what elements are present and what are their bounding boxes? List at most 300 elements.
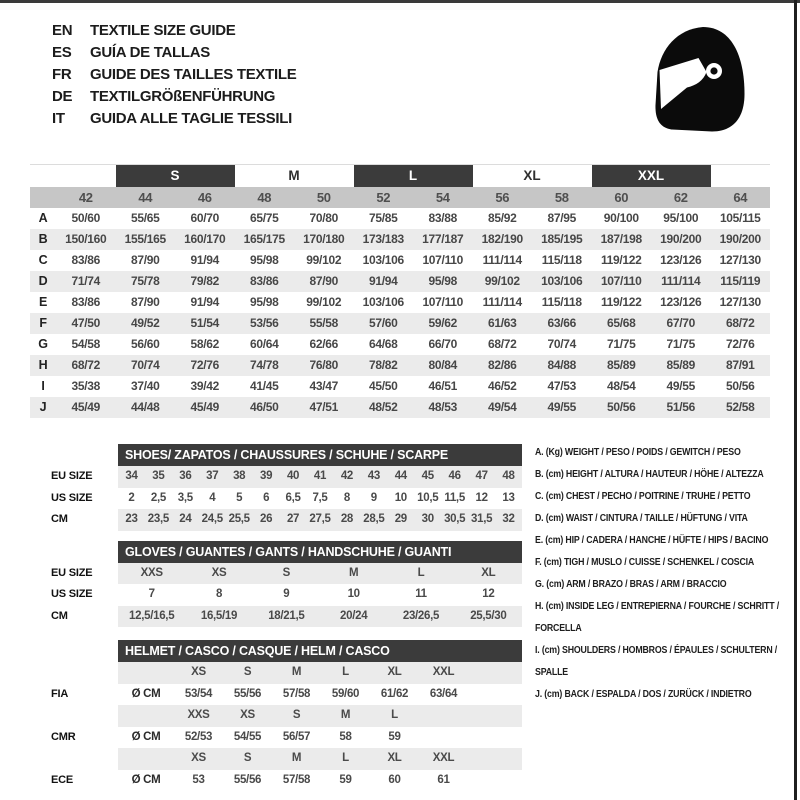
size-value: 58	[554, 190, 569, 205]
cell-value: 91/94	[368, 274, 398, 288]
language-title: GUIDE DES TAILLES TEXTILE	[90, 66, 297, 83]
cell-value: 99/102	[484, 274, 520, 288]
cell-value: 95/98	[428, 274, 458, 288]
cell-value: 23	[125, 513, 138, 525]
row-values	[118, 727, 522, 749]
row-label: CM	[51, 609, 68, 622]
row-values	[118, 705, 522, 727]
cell-value: 119/122	[600, 295, 642, 309]
legend-unit: (cm)	[546, 579, 565, 590]
cell-value: 70/74	[130, 358, 160, 372]
cell-value: 13	[502, 491, 515, 504]
legend-key: J.	[535, 689, 542, 700]
cell-value: 83/86	[71, 295, 101, 309]
language-row	[52, 42, 296, 64]
size-value: 42	[78, 190, 93, 205]
cell-value: 28	[340, 513, 354, 525]
legend-key: B.	[535, 469, 544, 480]
cell-value: 46/50	[249, 400, 279, 414]
cell-value: 37	[206, 470, 219, 482]
measurement-row	[30, 208, 770, 229]
cell-value: 53	[192, 773, 205, 786]
cell-value: 190/200	[719, 232, 761, 246]
cell-value: S	[243, 752, 252, 764]
legend-item	[535, 508, 790, 530]
cell-value: XL	[387, 666, 402, 678]
cell-value: 29	[394, 513, 407, 525]
main-table-body	[30, 208, 770, 418]
legend-list	[535, 442, 790, 706]
cell-value: XL	[387, 752, 402, 764]
cell-value: 55/58	[309, 316, 339, 330]
cell-value: 60	[388, 773, 401, 786]
row-values	[118, 748, 522, 770]
row-values	[118, 563, 522, 585]
cell-value: 107/110	[600, 274, 642, 288]
cell-value: 25,5	[228, 513, 250, 525]
cell-value: S	[282, 566, 291, 579]
cell-value: 80/84	[428, 358, 458, 372]
helmet-row	[30, 770, 522, 792]
cell-value: 173/183	[362, 232, 404, 246]
cell-value: 87/95	[547, 211, 577, 225]
cell-value: 49/54	[487, 400, 517, 414]
cell-value: 25,5/30	[470, 609, 507, 622]
row-label: EU SIZE	[51, 470, 93, 482]
cell-value: 155/165	[124, 232, 166, 246]
measurement-row	[30, 292, 770, 313]
cell-value: 4	[209, 491, 216, 504]
row-values	[118, 509, 522, 531]
cell-value: 71/75	[606, 337, 636, 351]
row-values	[118, 770, 522, 792]
cell-value: 59/60	[331, 687, 360, 700]
legend-item	[535, 684, 790, 706]
cell-value: 50/56	[606, 400, 636, 414]
cell-value: XS	[240, 709, 255, 721]
measurement-row	[30, 229, 770, 250]
cell-value: 12,5/16,5	[129, 609, 175, 622]
cell-value: 66/70	[428, 337, 458, 351]
language-title: GUIDA ALLE TAGLIE TESSILI	[90, 110, 292, 127]
cell-value: 127/130	[719, 295, 761, 309]
legend-unit: (cm)	[545, 601, 564, 612]
legend-item	[535, 596, 790, 640]
unit-label: Ø CM	[131, 687, 161, 700]
cell-value: 42	[340, 470, 354, 482]
cell-value: 123/126	[660, 295, 702, 309]
cell-value: 55/65	[130, 211, 160, 225]
cell-value: 57/60	[368, 316, 398, 330]
cell-value: 70/80	[309, 211, 339, 225]
legend-unit: (cm)	[545, 469, 564, 480]
size-value: 64	[733, 190, 748, 205]
cell-value: 68/72	[487, 337, 517, 351]
cell-value: 60/70	[190, 211, 220, 225]
legend-text: SHOULDERS / HOMBROS / ÉPAULES / SCHULTERN / SPALLE	[535, 645, 778, 678]
cell-value: 71/75	[666, 337, 696, 351]
cell-value: 8	[215, 588, 223, 600]
cell-value: 107/110	[422, 295, 464, 309]
row-letter: G	[38, 337, 48, 351]
cell-value: 39	[260, 470, 273, 482]
cell-value: S	[243, 666, 252, 678]
row-values	[118, 584, 522, 606]
cell-value: 87/90	[130, 253, 160, 267]
cell-value: 90/100	[603, 211, 639, 225]
cell-value: 63/64	[429, 687, 458, 700]
row-letter: C	[38, 253, 48, 267]
gloves-table-body	[30, 563, 522, 628]
cell-value: 75/78	[130, 274, 160, 288]
measurement-row	[30, 376, 770, 397]
size-group-row	[30, 165, 770, 187]
cell-value: 72/76	[725, 337, 755, 351]
cell-value: 177/187	[422, 232, 464, 246]
cell-value: 23,5	[147, 513, 169, 525]
cell-value: 64/68	[368, 337, 398, 351]
cell-value: 2,5	[150, 491, 166, 504]
measurement-row	[30, 397, 770, 418]
cell-value: 37/40	[130, 379, 160, 393]
cell-value: 59	[339, 773, 352, 786]
cell-value: 99/102	[306, 253, 342, 267]
cell-value: 44/48	[130, 400, 160, 414]
language-list	[52, 20, 296, 130]
cell-value: 105/115	[719, 211, 761, 225]
unit-label: Ø CM	[131, 773, 161, 786]
size-value: 56	[495, 190, 510, 205]
cell-value: 20/24	[340, 609, 368, 622]
cell-value: 74/78	[249, 358, 279, 372]
cell-value: XXL	[432, 666, 455, 678]
cell-value: 78/82	[368, 358, 398, 372]
cell-value: 47/50	[71, 316, 101, 330]
legend-key: A.	[535, 447, 544, 458]
helmet-table	[30, 640, 522, 791]
cell-value: M	[291, 752, 302, 764]
cell-value: 87/91	[725, 358, 755, 372]
legend-text: HEIGHT / ALTURA / HAUTEUR / HÖHE / ALTEZZA	[565, 469, 764, 480]
size-value: 46	[197, 190, 212, 205]
cell-value: XXS	[140, 566, 163, 579]
cell-value: 62/66	[309, 337, 339, 351]
cell-value: 111/114	[661, 274, 701, 288]
shoes-row	[30, 509, 522, 531]
cell-value: 67/70	[666, 316, 696, 330]
row-values	[118, 488, 522, 510]
cell-value: 10,5	[417, 491, 439, 504]
cell-value: 165/175	[243, 232, 285, 246]
shoes-table-body	[30, 466, 522, 531]
row-values	[118, 684, 522, 706]
textile-size-table	[30, 164, 770, 418]
row-label	[30, 705, 118, 727]
cell-value: 35	[152, 470, 165, 482]
legend-text: HIP / CADERA / HANCHE / HÜFTE / HIPS / BACINO	[565, 535, 769, 546]
cell-value: 38	[233, 470, 246, 482]
cell-value	[419, 727, 468, 749]
cell-value: 123/126	[660, 253, 702, 267]
cell-value: 7	[148, 588, 155, 600]
cell-value: 54/55	[233, 730, 262, 743]
cell-value: 24	[179, 513, 192, 525]
measurement-row	[30, 250, 770, 271]
cell-value: L	[342, 666, 349, 678]
cell-value: 61/63	[487, 316, 517, 330]
legend-text: WEIGHT / PESO / POIDS / GEWITCH / PESO	[564, 447, 741, 458]
cell-value: 52/53	[184, 730, 213, 743]
cell-value: 11	[415, 588, 427, 600]
legend-key: I.	[535, 645, 540, 656]
legend-text: WAIST / CINTURA / TAILLE / HÜFTUNG / VITA	[565, 513, 748, 524]
cell-value: 51/56	[666, 400, 696, 414]
helmet-row	[30, 748, 522, 770]
cell-value: 49/55	[666, 379, 696, 393]
legend-unit: (cm)	[545, 535, 564, 546]
cell-value: 45/49	[71, 400, 101, 414]
row-letter: D	[38, 274, 48, 288]
unit-label	[118, 705, 174, 727]
gloves-table	[30, 541, 522, 628]
cell-value: 16,5/19	[200, 609, 238, 622]
cell-value: 9	[283, 588, 290, 600]
cell-value: 46	[448, 470, 461, 482]
cell-value: 70/74	[547, 337, 577, 351]
language-code: EN	[52, 22, 73, 39]
cell-value: XXS	[187, 709, 210, 721]
size-group-m: M	[288, 168, 300, 183]
row-label: CMR	[51, 730, 76, 743]
cell-value: 111/114	[482, 295, 522, 309]
cell-value: 48/52	[368, 400, 398, 414]
language-row	[52, 20, 296, 42]
row-label: CM	[51, 513, 68, 525]
cell-value: 71/74	[71, 274, 101, 288]
cell-value: 115/119	[720, 274, 761, 288]
cell-value: 52/58	[725, 400, 755, 414]
cell-value: 35/38	[71, 379, 101, 393]
language-code: IT	[52, 110, 65, 127]
cell-value: 45	[421, 470, 434, 482]
measurement-row	[30, 313, 770, 334]
cell-value: 190/200	[660, 232, 702, 246]
cell-value: 46/52	[487, 379, 517, 393]
cell-value: 23/26,5	[402, 609, 440, 622]
legend-item	[535, 640, 790, 684]
cell-value: 59	[388, 730, 401, 743]
legend-text: TIGH / MUSLO / CUISSE / SCHENKEL / COSCIA	[563, 557, 755, 568]
measurement-row	[30, 334, 770, 355]
cell-value: 170/180	[303, 232, 345, 246]
legend-item	[535, 574, 790, 596]
cell-value: 8	[343, 491, 350, 504]
helmet-table-title: HELMET / CASCO / CASQUE / HELM / CASCO	[118, 640, 522, 662]
shoes-table	[30, 444, 522, 531]
cell-value: 115/118	[541, 253, 582, 267]
row-letter: H	[38, 358, 48, 372]
cell-value: 55/56	[233, 773, 262, 786]
cell-value: 11,5	[444, 491, 465, 504]
cell-value: 6,5	[285, 491, 301, 504]
language-row	[52, 86, 296, 108]
cell-value: 12	[482, 588, 495, 600]
cell-value: 72/76	[190, 358, 220, 372]
row-label: ECE	[51, 773, 74, 786]
cell-value: 103/106	[362, 295, 404, 309]
row-label	[30, 748, 118, 770]
shoes-row	[30, 466, 522, 488]
helmet-row	[30, 705, 522, 727]
size-value: 62	[673, 190, 688, 205]
size-band-row	[30, 187, 770, 208]
cell-value: 12	[475, 491, 488, 504]
cell-value: 111/114	[482, 253, 522, 267]
cell-value: 119/122	[600, 253, 642, 267]
cell-value: XXL	[432, 752, 455, 764]
row-label: FIA	[51, 687, 69, 700]
cell-value: 61/62	[380, 687, 409, 700]
cell-value: 48/54	[606, 379, 636, 393]
cell-value: 39/42	[190, 379, 220, 393]
cell-value: 82/86	[487, 358, 517, 372]
cell-value: 43	[367, 470, 380, 482]
cell-value: 95/98	[249, 253, 279, 267]
legend-key: E.	[535, 535, 543, 546]
language-title: GUÍA DE TALLAS	[90, 44, 210, 61]
cell-value: 27,5	[309, 513, 331, 525]
cell-value: S	[292, 709, 301, 721]
cell-value: 127/130	[719, 253, 761, 267]
cell-value: 150/160	[65, 232, 107, 246]
cell-value: M	[340, 709, 351, 721]
cell-value: 47/53	[547, 379, 577, 393]
legend-text: BACK / ESPALDA / DOS / ZURÜCK / INDIETRO	[564, 689, 752, 700]
cell-value: 3,5	[177, 491, 193, 504]
row-letter: F	[39, 316, 47, 330]
cell-value: 182/190	[481, 232, 523, 246]
size-value: 50	[316, 190, 331, 205]
cell-value: 115/118	[541, 295, 582, 309]
language-code: ES	[52, 44, 72, 61]
cell-value: 95/98	[249, 295, 279, 309]
cell-value: 34	[125, 470, 138, 482]
cell-value: 55/56	[233, 687, 262, 700]
helmet-row	[30, 684, 522, 706]
language-row	[52, 108, 296, 130]
legend-key: D.	[535, 513, 544, 524]
legend-key: C.	[535, 491, 544, 502]
size-group-l: L	[354, 165, 473, 187]
legend-item	[535, 486, 790, 508]
language-title: TEXTILE SIZE GUIDE	[90, 22, 236, 39]
legend-unit: (cm)	[545, 513, 564, 524]
cell-value: 51/54	[190, 316, 220, 330]
cell-value: 160/170	[184, 232, 226, 246]
cell-value: 18/21,5	[268, 609, 305, 622]
cell-value: 24,5	[201, 513, 223, 525]
legend-item	[535, 464, 790, 486]
cell-value: 27	[286, 513, 300, 525]
cell-value: 26	[260, 513, 273, 525]
cell-value: M	[291, 666, 302, 678]
shoes-row	[30, 488, 522, 510]
legend-key: F.	[535, 557, 542, 568]
cell-value: 83/88	[428, 211, 458, 225]
legend-unit: (cm)	[543, 557, 562, 568]
cell-value: 45/50	[368, 379, 398, 393]
language-code: DE	[52, 88, 73, 105]
cell-value: 59/62	[428, 316, 458, 330]
cell-value: 46/51	[428, 379, 458, 393]
language-code: FR	[52, 66, 72, 83]
cell-value: 48/53	[428, 400, 458, 414]
row-label: US SIZE	[51, 588, 93, 600]
cell-value: 53/56	[249, 316, 279, 330]
cell-value: 7,5	[312, 491, 328, 504]
legend-item	[535, 552, 790, 574]
cell-value: 40	[286, 470, 300, 482]
measurement-row	[30, 271, 770, 292]
language-title: TEXTILGRÖßENFÜHRUNG	[90, 88, 276, 105]
row-values	[118, 606, 522, 628]
cell-value: 44	[394, 470, 407, 482]
cell-value: 85/89	[666, 358, 696, 372]
size-group-xl: XL	[523, 168, 541, 183]
cell-value: 83/86	[71, 253, 101, 267]
cell-value: 2	[128, 491, 135, 504]
cell-value: 32	[502, 513, 515, 525]
legend-text: INSIDE LEG / ENTREPIERNA / FOURCHE / SCHRITT / FORCELLA	[535, 601, 779, 634]
cell-value: 65/68	[606, 316, 636, 330]
legend-text: CHEST / PECHO / POITRINE / TRUHE / PETTO	[565, 491, 751, 502]
cell-value: 50/56	[725, 379, 755, 393]
cell-value: 85/92	[487, 211, 517, 225]
cell-value: 61	[437, 773, 450, 786]
footwear-and-gear-tables	[30, 444, 522, 791]
cell-value: 28,5	[363, 513, 385, 525]
cell-value: 58/62	[190, 337, 220, 351]
row-label: US SIZE	[51, 491, 93, 504]
shoes-table-title: SHOES/ ZAPATOS / CHAUSSURES / SCHUHE / SCARPE	[118, 444, 522, 466]
row-letter: I	[41, 379, 45, 393]
cell-value: 45/49	[190, 400, 220, 414]
cell-value: 57/58	[282, 773, 311, 786]
row-letter: B	[38, 232, 48, 246]
unit-label	[118, 748, 174, 770]
cell-value: 43/47	[309, 379, 339, 393]
cell-value: 85/89	[606, 358, 636, 372]
size-value: 52	[376, 190, 391, 205]
cell-value: 87/90	[130, 295, 160, 309]
cell-value: 83/86	[249, 274, 279, 288]
cell-value: 47	[475, 470, 488, 482]
cell-value: 10	[347, 588, 360, 600]
cell-value: 9	[370, 491, 377, 504]
cell-value: 107/110	[422, 253, 464, 267]
cell-value: 50/60	[71, 211, 101, 225]
helmet-row	[30, 662, 522, 684]
legend-text: ARM / BRAZO / BRAS / ARM / BRACCIO	[566, 579, 727, 590]
cell-value: 79/82	[190, 274, 220, 288]
legend-unit: (cm)	[541, 645, 560, 656]
cell-value: XL	[481, 566, 496, 579]
cell-value: 99/102	[306, 295, 342, 309]
cell-value: L	[342, 752, 349, 764]
size-value: 54	[435, 190, 450, 205]
cell-value: 53/54	[184, 687, 213, 700]
legend-key: H.	[535, 601, 544, 612]
